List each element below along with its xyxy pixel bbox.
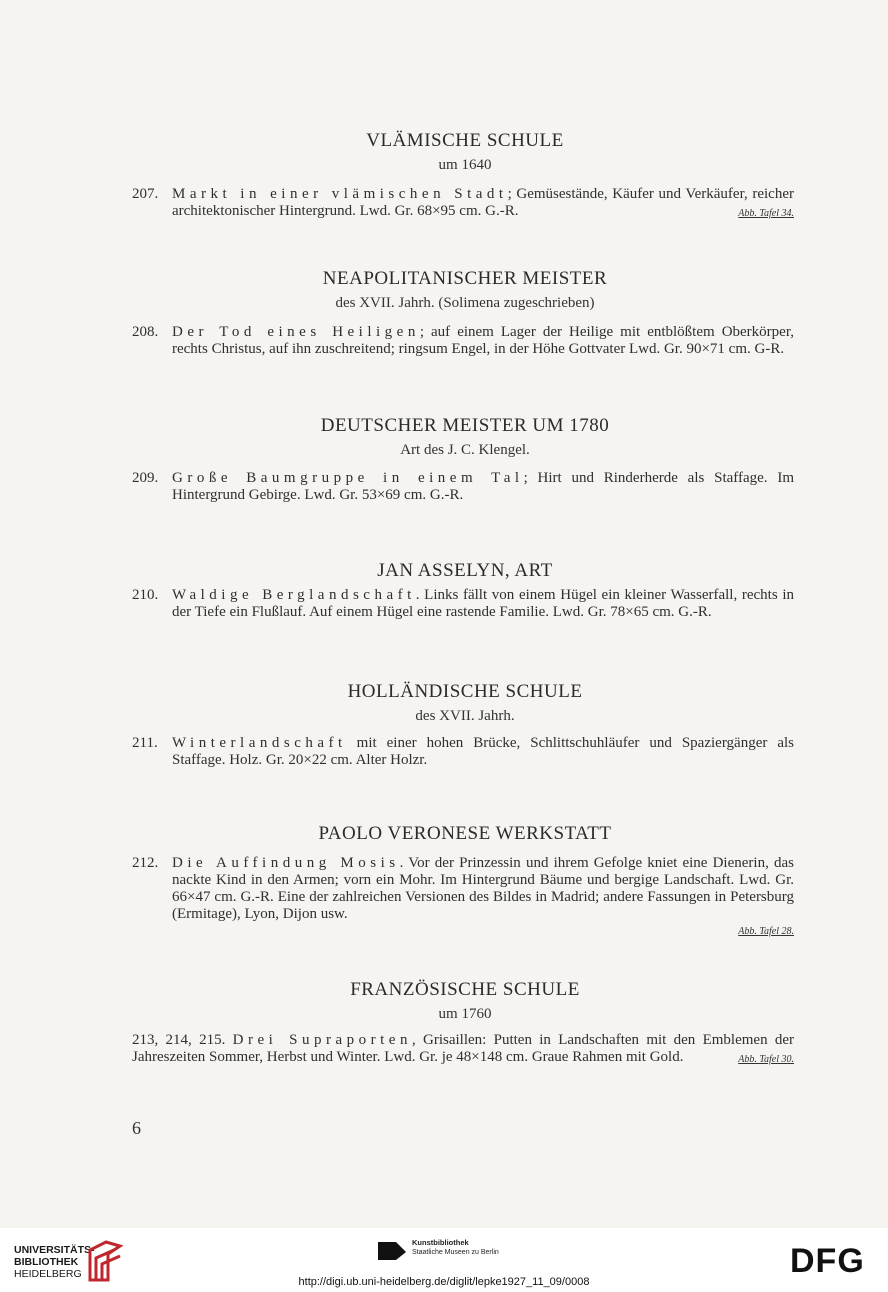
kunstbibliothek-logo-icon (378, 1240, 406, 1262)
uni-logo-line: UNIVERSITÄTS- (14, 1244, 95, 1256)
entry-text: ; Hirt und Rinderherde als Staffage. Im Hintergrund Gebirge. Lwd. Gr. 53×69 cm. G.-R. (172, 470, 794, 503)
entry-number: 209. (132, 470, 159, 486)
entry-text: ; auf einem Lager der Heilige mit entblößtem Oberkörper, rechts Christus, auf ihn zuschreitend; ringsum Engel, in der Höhe Gottvater Lwd. Gr. 90×71 cm. G-R. (172, 324, 794, 357)
entry-title: Die Auffindung Mosis (172, 855, 400, 871)
entry-text: mit einer hohen Brücke, Schlittschuhläufer und Spaziergänger als Staffage. Holz. Gr. 20×22 cm. Alter Holzr. (172, 735, 794, 768)
university-library-logo[interactable] (14, 1244, 95, 1280)
section-heading: JAN ASSELYN, ART (377, 560, 553, 581)
entry-title: Markt in einer vlämischen Stadt (172, 186, 508, 202)
entry-title: Waldige Berglandschaft (172, 587, 416, 603)
section-heading: DEUTSCHER MEISTER UM 1780 (320, 415, 610, 436)
uni-logo-line: BIBLIOTHEK (14, 1256, 79, 1268)
kb-subtitle: Staatliche Museen zu Berlin (412, 1249, 499, 1256)
kb-name: Kunstbibliothek (412, 1238, 469, 1247)
section-heading: PAOLO VERONESE WERKSTATT (318, 823, 612, 844)
catalog-entry (132, 587, 794, 621)
entry-number: 210. (132, 587, 159, 603)
entry-number: 213, 214, 215. (132, 1032, 226, 1048)
section-heading: FRANZÖSISCHE SCHULE (350, 979, 580, 1000)
kunstbibliothek-label[interactable] (412, 1238, 499, 1257)
catalog-entry (132, 324, 794, 358)
section-subheading: Art des J. C. Klengel. (400, 442, 530, 458)
section-heading: VLÄMISCHE SCHULE (366, 130, 564, 151)
catalog-entry (132, 735, 794, 769)
catalog-entry (132, 186, 794, 222)
entry-title: Drei Supraporten (232, 1032, 412, 1048)
section-heading: NEAPOLITANISCHER MEISTER (322, 268, 608, 289)
entry-title: Große Baumgruppe in einem Tal (172, 470, 524, 486)
entry-text: . Links fällt von einem Hügel ein kleiner Wasserfall, rechts in der Tiefe ein Flußlauf. Auf einem Hügel eine rastende Familie. Lwd. Gr. 78×65 cm. G.-R. (172, 587, 794, 620)
page-url[interactable]: http://digi.ub.uni-heidelberg.de/diglit/lepke1927_11_09/0008 (298, 1276, 590, 1288)
section-subheading: des XVII. Jahrh. (Solimena zugeschrieben) (335, 295, 595, 311)
entry-number: 208. (132, 324, 159, 340)
entry-number: 212. (132, 855, 159, 871)
entry-text: . Vor der Prinzessin und ihrem Gefolge kniet eine Dienerin, das nackte Kind in den Armen; vorn ein Mohr. Im Hintergrund Bäume und bergige Landschaft. Lwd. Gr. 66×47 cm. G.-R. Eine der zahlreichen Versionen des Bildes in Madrid; andere Fassungen in Petersburg (Ermitage), Lyon, Dijon usw. (172, 855, 794, 922)
section-subheading: um 1760 (438, 1006, 492, 1022)
section-subheading: um 1640 (438, 157, 492, 173)
section-subheading: des XVII. Jahrh. (415, 708, 515, 724)
catalog-entry (132, 1032, 794, 1068)
catalog-entry (132, 470, 794, 504)
entry-text: , Grisaillen: Putten in Landschaften mit den Emblemen der Jahreszeiten Sommer, Herbst und Winter. Lwd. Gr. je 48×148 cm. Graue Rahmen mit Gold. (132, 1032, 795, 1065)
entry-title: Winterlandschaft (172, 735, 347, 751)
plate-reference: Abb. Tafel 34. (738, 208, 794, 219)
entry-number: 211. (132, 735, 158, 751)
dfg-logo[interactable]: DFG (790, 1242, 865, 1280)
entry-title: Der Tod eines Heiligen (172, 324, 420, 340)
plate-reference: Abb. Tafel 30. (738, 1054, 794, 1065)
uni-logo-line: HEIDELBERG (14, 1268, 82, 1280)
entry-text: ; Gemüsestände, Käufer und Verkäufer, reicher architektonischer Hintergrund. Lwd. Gr. 68×95 cm. G.-R. (172, 186, 794, 219)
section-heading: HOLLÄNDISCHE SCHULE (347, 681, 583, 702)
catalog-entry (132, 855, 794, 940)
viewer-footer (0, 1228, 888, 1292)
plate-reference: Abb. Tafel 28. (738, 926, 794, 937)
page-number: 6 (132, 1118, 141, 1138)
entry-number: 207. (132, 186, 159, 202)
